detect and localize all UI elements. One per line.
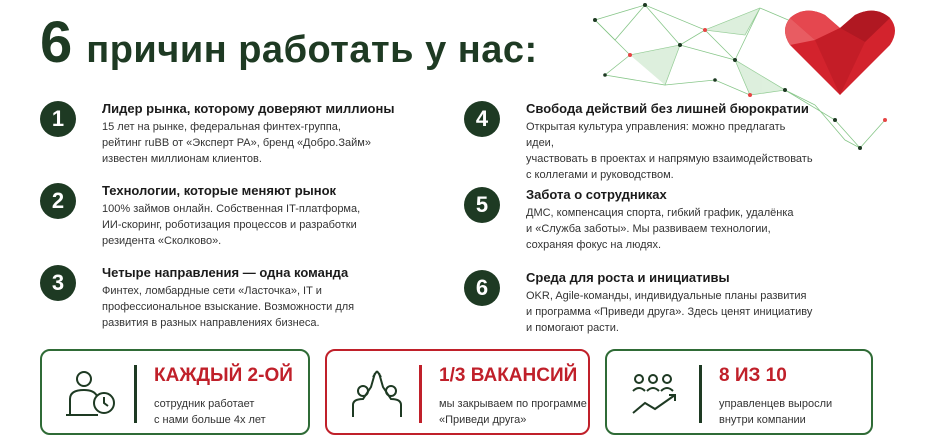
number-badge: 3	[40, 265, 76, 301]
reason-description: ДМС, компенсация спорта, гибкий график, удалёнка и «Служба заботы». Мы развиваем технологии, сохраняя фокус на людях.	[526, 207, 794, 251]
reason-description: Открытая культура управления: можно предлагать идеи, участвовать в проектах и напрямую взаимодействовать с коллегами и руководством.	[526, 121, 813, 181]
reason-description: 15 лет на рынке, федеральная финтех-группа, рейтинг ruBB от «Эксперт РА», бренд «Добро.Займ» известен миллионам клиентов.	[102, 121, 371, 165]
page-title	[40, 8, 538, 78]
card-value: КАЖДЫЙ 2-ОЙ	[154, 365, 293, 386]
title-number: 6	[40, 10, 73, 75]
card-caption: управленцев выросли внутри компании	[719, 398, 833, 426]
reason-heading: Забота о сотрудниках	[526, 187, 667, 202]
high-five-icon	[349, 369, 405, 419]
reason-heading: Четыре направления — одна команда	[102, 265, 349, 280]
reason-heading: Свобода действий без лишней бюрократии	[526, 101, 809, 116]
card-separator	[699, 365, 702, 423]
stat-card-managers	[605, 349, 873, 435]
number-badge: 5	[464, 187, 500, 223]
number-badge: 1	[40, 101, 76, 137]
reason-heading: Лидер рынка, которому доверяют миллионы	[102, 101, 395, 116]
card-value: 8 ИЗ 10	[719, 365, 787, 386]
stat-card-referrals	[325, 349, 590, 435]
card-caption: мы закрываем по программе «Приведи друга»	[439, 398, 587, 426]
reason-heading: Технологии, которые меняют рынок	[102, 183, 337, 198]
number-badge: 2	[40, 183, 76, 219]
card-separator	[419, 365, 422, 423]
card-caption: сотрудник работает с нами больше 4х лет	[154, 398, 266, 426]
number-badge: 6	[464, 270, 500, 306]
reason-description: Финтех, ломбардные сети «Ласточка», IT и профессиональное взыскание. Возможности для развития в разных направлениях бизнеса.	[102, 285, 355, 329]
stat-card-tenure	[40, 349, 310, 435]
reason-heading: Среда для роста и инициативы	[526, 270, 730, 285]
reason-description: OKR, Agile-команды, индивидуальные планы развития и программа «Приведи друга». Здесь ценят инициативу и помогают расти.	[526, 290, 813, 334]
team-growth-icon	[629, 369, 685, 419]
card-separator	[134, 365, 137, 423]
heart-icon	[785, 11, 895, 95]
person-clock-icon	[64, 369, 120, 419]
reason-description: 100% займов онлайн. Собственная IT-платформа, ИИ-скоринг, роботизация процессов и разработки резидента «Сколково».	[102, 203, 361, 247]
title-text: причин работать у нас:	[86, 29, 538, 71]
number-badge: 4	[464, 101, 500, 137]
card-value: 1/3 ВАКАНСИЙ	[439, 365, 578, 386]
